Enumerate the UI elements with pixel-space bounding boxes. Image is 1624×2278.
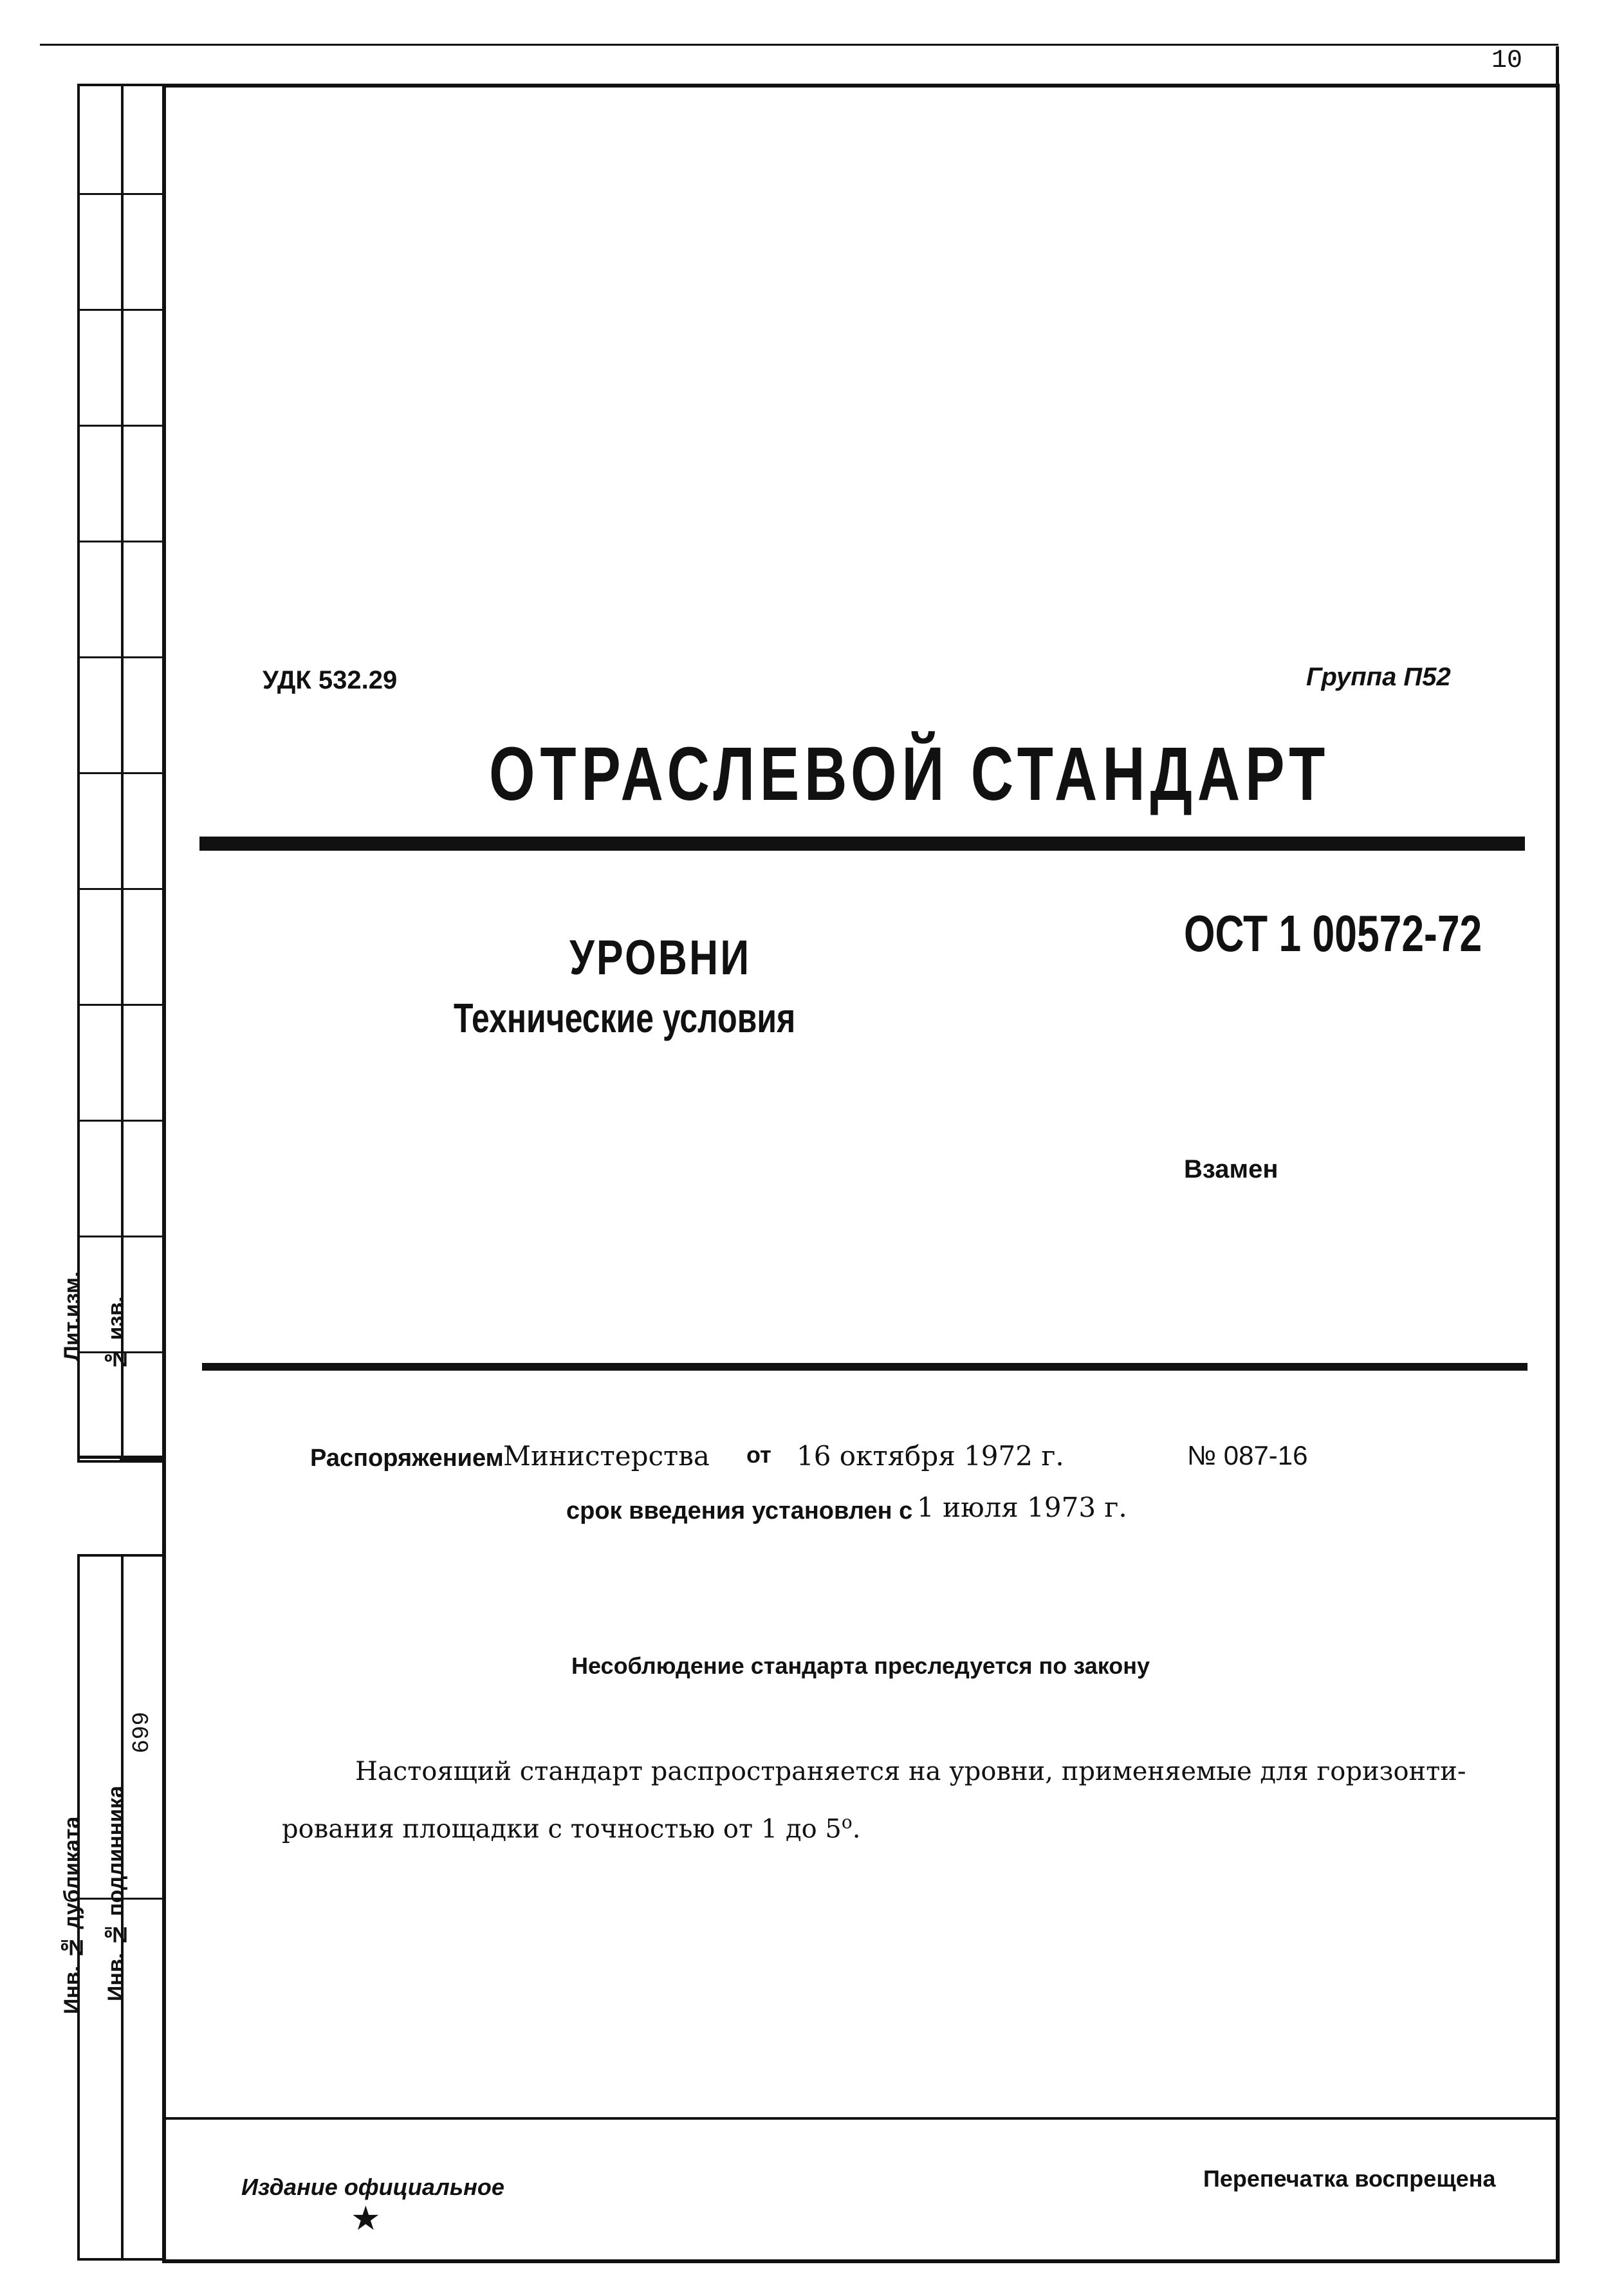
stamp-row-divider	[77, 656, 162, 658]
footer-rule	[166, 2117, 1556, 2120]
stamp-row-divider	[77, 1120, 162, 1122]
lit-izm-label: Лит.изм.	[60, 1271, 84, 1361]
udk-code: УДК 532.29	[263, 666, 398, 694]
effective-label: срок введения установлен с	[566, 1497, 913, 1524]
inv-duplicate-label: Инв. № дубликата	[60, 1816, 84, 2014]
stamp-row-divider	[77, 888, 162, 890]
star-icon: ★	[351, 2199, 381, 2238]
order-authority: Министерства	[503, 1440, 710, 1472]
replaces-label: Взамен	[1184, 1155, 1278, 1183]
footer-official-edition: Издание официальное	[241, 2174, 504, 2200]
inventory-number: 699	[129, 1712, 155, 1754]
header-bottom-rule	[202, 1363, 1527, 1371]
inv-original-label: Инв. № подлинника	[104, 1785, 128, 2001]
stamp-row-divider	[77, 1236, 162, 1237]
order-number: № 087-16	[1187, 1440, 1308, 1470]
scope-line-2	[282, 1811, 860, 1844]
header-thick-rule	[199, 837, 1525, 851]
top-rule	[40, 44, 1558, 46]
order-label: Распоряжением	[310, 1445, 504, 1472]
order-from: от	[746, 1441, 771, 1468]
stamp-row-divider	[77, 309, 162, 311]
scope-line-1: Настоящий стандарт распространяется на уровни, применяемые для горизонти-	[355, 1757, 1466, 1786]
header-title: ОТРАСЛЕВОЙ СТАНДАРТ	[489, 732, 1331, 817]
stamp-row-divider	[77, 425, 162, 427]
page-number: 10	[1491, 46, 1523, 75]
order-date: 16 октября 1972 г.	[797, 1440, 1064, 1472]
degree-sign: о	[841, 1811, 853, 1833]
stamp-row-divider	[77, 541, 162, 542]
footer-reprint-prohibited: Перепечатка воспрещена	[1203, 2165, 1496, 2192]
frame-right-shadow	[1556, 46, 1559, 2260]
stamp-row-divider	[77, 772, 162, 774]
no-izv-label: № изв.	[104, 1296, 128, 1371]
standard-number: ОСТ 1 00572-72	[1184, 905, 1482, 962]
effective-date: 1 июля 1973 г.	[917, 1492, 1127, 1523]
stamp-row-divider	[77, 1004, 162, 1006]
stamp-bottom-rule	[120, 1456, 162, 1460]
group-code: Группа П52	[1306, 663, 1451, 691]
document-title: УРОВНИ	[569, 931, 752, 985]
scope-line-2-text: рования площадки с точностью от 1 до 5	[282, 1814, 842, 1844]
legal-notice: Несоблюдение стандарта преследуется по закону	[571, 1653, 1150, 1679]
main-frame	[162, 84, 1560, 2263]
stamp-row-divider	[77, 193, 162, 195]
scope-line-2-end: .	[852, 1814, 861, 1844]
document-subtitle: Технические условия	[454, 995, 796, 1041]
